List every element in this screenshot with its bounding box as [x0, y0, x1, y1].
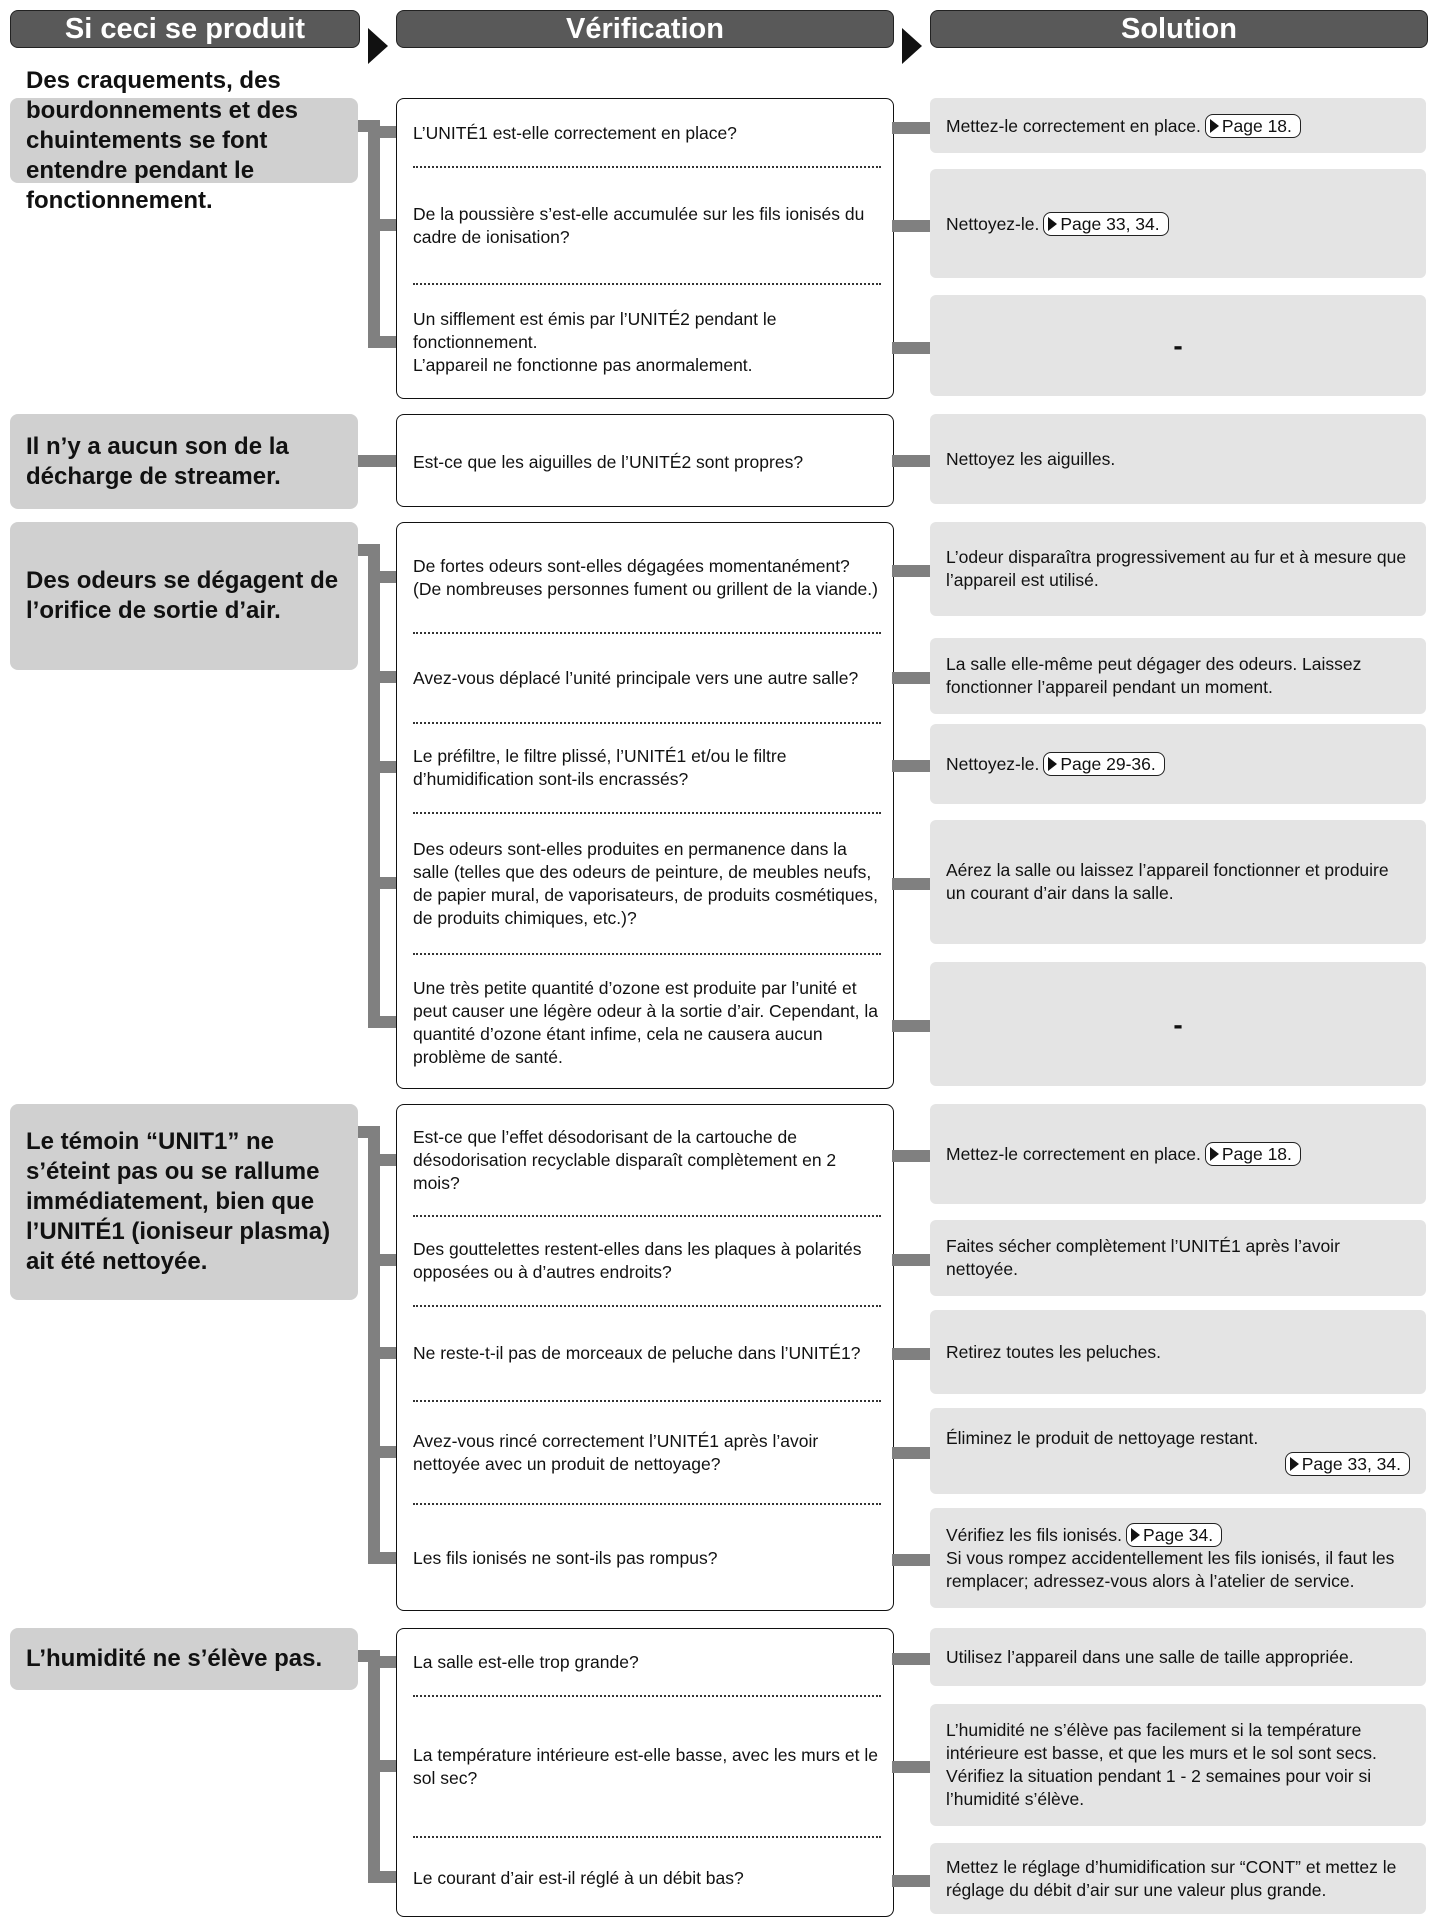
solution-line — [946, 653, 1410, 699]
solution-box — [930, 962, 1426, 1086]
problem-4: Le témoin “UNIT1” ne s’éteint pas ou se rallume immédiatement, bien que l’UNITÉ1 (ioniseur plasma) ait été nettoyée. — [10, 1104, 358, 1300]
connector-line — [358, 1126, 378, 1138]
solution-line — [946, 752, 1410, 776]
solution-text: Nettoyez-le. — [946, 213, 1040, 234]
solution-box — [930, 820, 1426, 944]
connector-line — [368, 1126, 380, 1564]
connector-line — [892, 672, 930, 684]
solution-text: Mettez-le correctement en place. — [946, 1144, 1201, 1164]
page-ref-badge — [1285, 1452, 1410, 1476]
play-arrow-icon — [1210, 1147, 1219, 1161]
solution-box — [930, 98, 1426, 153]
connector-line — [892, 1653, 930, 1665]
solution-line — [946, 1341, 1410, 1364]
verification-question: Est-ce que l’effet désodorisant de la cartouche de désodorisation recyclable disparaît complètement en 2 mois? — [413, 1127, 837, 1193]
verification-question: L’UNITÉ1 est-elle correctement en place? — [413, 122, 737, 143]
solution-line — [946, 859, 1410, 905]
solution-text: Vérifiez les fils ionisés. — [946, 1525, 1123, 1545]
solution-box — [930, 724, 1426, 804]
play-arrow-icon — [1048, 757, 1057, 771]
verification-box-2 — [396, 414, 894, 507]
connector-line — [368, 120, 380, 348]
solution-text: Faites sécher complètement l’UNITÉ1 après l’avoir nettoyée. — [946, 1236, 1340, 1279]
solution-box — [930, 1310, 1426, 1394]
solution-text: Nettoyez les aiguilles. — [946, 448, 1116, 469]
verification-box-5 — [396, 1628, 894, 1917]
connector-line — [368, 1552, 398, 1564]
verification-question: Des gouttelettes restent-elles dans les plaques à polarités opposées ou à d’autres endroits? — [413, 1239, 862, 1282]
verification-question: Avez-vous déplacé l’unité principale vers une autre salle? — [413, 667, 859, 688]
connector-line — [892, 1254, 930, 1266]
header-solution: Solution — [930, 10, 1428, 48]
connector-line — [358, 455, 396, 467]
page-ref-text: Page 18. — [1221, 1144, 1292, 1164]
solution-box — [930, 1704, 1426, 1826]
solution-box — [930, 1628, 1426, 1686]
page-ref-text: Page 18. — [1221, 115, 1292, 136]
play-arrow-icon — [1210, 119, 1219, 133]
page-ref-badge — [1205, 1142, 1301, 1166]
page-ref-badge — [1205, 114, 1301, 138]
connector-line — [892, 878, 930, 890]
connector-line — [892, 1761, 930, 1773]
solution-box — [930, 1104, 1426, 1204]
solution-box — [930, 522, 1426, 616]
connector-line — [368, 761, 398, 773]
connector-line — [368, 1446, 398, 1458]
play-arrow-icon — [1131, 1528, 1140, 1542]
solution-text: La salle elle-même peut dégager des odeurs. Laissez fonctionner l’appareil pendant un moment. — [946, 654, 1362, 697]
solution-line — [946, 1719, 1410, 1811]
verification-box-3 — [396, 522, 894, 1089]
solution-line — [946, 1235, 1410, 1281]
connector-line — [892, 455, 930, 467]
solution-text: Mettez le réglage d’humidification sur “CONT” et mettez le réglage du débit d’air sur une valeur plus grande. — [946, 1856, 1397, 1900]
solution-box — [930, 1843, 1426, 1914]
connector-line — [358, 1650, 378, 1662]
solution-line — [946, 1427, 1410, 1450]
solution-box — [930, 638, 1426, 714]
solution-line — [946, 546, 1410, 592]
verification-question: Le courant d’air est-il réglé à un débit bas? — [413, 1867, 744, 1888]
solution-line — [946, 212, 1410, 236]
connector-line — [368, 671, 398, 683]
page-ref-text: Page 33, 34. — [1060, 213, 1160, 234]
connector-line — [892, 1447, 930, 1459]
header-if-this-occurs: Si ceci se produit — [10, 10, 360, 48]
solution-box — [930, 295, 1426, 396]
connector-line — [892, 342, 930, 354]
verification-question: Un sifflement est émis par l’UNITÉ2 pendant le fonctionnement. L’appareil ne fonctionne pas anormalement. — [413, 309, 777, 375]
connector-line — [892, 1348, 930, 1360]
solution-ref-line — [946, 1452, 1410, 1476]
page-ref-text: Page 29-36. — [1060, 754, 1156, 774]
verification-question: La température intérieure est-elle basse, avec les murs et le sol sec? — [413, 1744, 878, 1788]
connector-line — [368, 544, 380, 1028]
verification-question: De la poussière s’est-elle accumulée sur les fils ionisés du cadre de ionisation? — [413, 203, 865, 247]
connector-line — [892, 122, 930, 134]
solution-text: L’humidité ne s’élève pas facilement si la température intérieure est basse, et que les murs et le sol sont secs. Vérifiez la situation pendant 1 - 2 semaines pour voir si l’humidité s’élève. — [946, 1720, 1377, 1809]
connector-line — [892, 1554, 930, 1566]
connector-line — [892, 565, 930, 577]
connector-line — [892, 760, 930, 772]
solution-text: L’odeur disparaîtra progressivement au fur et à mesure que l’appareil est utilisé. — [946, 547, 1407, 590]
connector-line — [892, 1020, 930, 1032]
solution-line — [946, 1523, 1410, 1547]
verification-question: Le préfiltre, le filtre plissé, l’UNITÉ1 et/ou le filtre d’humidification sont-ils encrassés? — [413, 746, 787, 789]
connector-line — [368, 877, 398, 889]
connector-line — [358, 120, 378, 132]
connector-line — [368, 571, 398, 583]
verification-question: Les fils ionisés ne sont-ils pas rompus? — [413, 1548, 718, 1568]
solution-text: Retirez toutes les peluches. — [946, 1341, 1161, 1362]
solution-box — [930, 414, 1426, 504]
connector-line — [368, 1154, 398, 1166]
solution-text: - — [1173, 330, 1183, 361]
problem-3: Des odeurs se dégagent de l’orifice de sortie d’air. — [10, 522, 358, 670]
verification-box-1 — [396, 98, 894, 399]
solution-text: Aérez la salle ou laissez l’appareil fonctionner et produire un courant d’air dans la salle. — [946, 860, 1389, 903]
connector-line — [892, 220, 930, 232]
connector-line — [368, 1016, 398, 1028]
header-verification: Vérification — [396, 10, 894, 48]
solution-line — [946, 1142, 1410, 1166]
solution-box — [930, 1220, 1426, 1296]
problem-5: L’humidité ne s’élève pas. — [10, 1628, 358, 1690]
solution-line — [946, 1646, 1410, 1669]
solution-box — [930, 1408, 1426, 1494]
verification-question: Ne reste-t-il pas de morceaux de peluche dans l’UNITÉ1? — [413, 1343, 861, 1363]
play-arrow-icon — [1048, 217, 1057, 231]
solution-line — [946, 448, 1410, 471]
solution-box — [930, 1508, 1426, 1608]
verification-question: Des odeurs sont-elles produites en permanence dans la salle (telles que des odeurs de peinture, de meubles neufs, de papier mural, de vaporisateurs, de produits cosmétiques, de produits chimiques, etc.)? — [413, 838, 878, 928]
page-ref-text: Page 34. — [1143, 1525, 1214, 1545]
connector-line — [368, 219, 398, 231]
page-ref-badge — [1126, 1523, 1222, 1547]
verification-box-4 — [396, 1104, 894, 1611]
connector-line — [368, 1254, 398, 1266]
problem-2: Il n’y a aucun son de la décharge de streamer. — [10, 414, 358, 509]
connector-line — [368, 1760, 398, 1772]
verification-question: La salle est-elle trop grande? — [413, 1652, 639, 1672]
connector-line — [892, 1150, 930, 1162]
verification-question: De fortes odeurs sont-elles dégagées momentanément? (De nombreuses personnes fument ou grillent de la viande.) — [413, 556, 878, 599]
verification-question: Est-ce que les aiguilles de l’UNITÉ2 sont propres? — [413, 451, 804, 472]
verification-question: Avez-vous rincé correctement l’UNITÉ1 après l’avoir nettoyée avec un produit de nettoyage? — [413, 1430, 819, 1474]
connector-line — [368, 336, 398, 348]
verification-question: Une très petite quantité d’ozone est produite par l’unité et peut causer une légère odeur à la sortie d’air. Cependant, la quantité d’ozone étant infime, cela ne causera aucun problème de santé. — [413, 977, 879, 1067]
page-ref-badge — [1043, 752, 1164, 776]
solution-text: Éliminez le produit de nettoyage restant. — [946, 1427, 1259, 1448]
connector-line — [368, 1347, 398, 1359]
solution-line — [946, 1856, 1410, 1902]
solution-text: - — [1173, 1008, 1183, 1040]
solution-text: Mettez-le correctement en place. — [946, 115, 1201, 136]
solution-line — [946, 114, 1410, 138]
connector-line — [368, 1871, 398, 1883]
page-ref-text: Page 33, 34. — [1301, 1453, 1401, 1474]
solution-text: Nettoyez-le. — [946, 754, 1040, 774]
solution-extra-text: Si vous rompez accidentellement les fils ionisés, il faut les remplacer; adressez-vous alors à l’atelier de service. — [946, 1548, 1395, 1591]
problem-1: Des craquements, des bourdonnements et des chuintements se font entendre pendant le fonctionnement. — [10, 98, 358, 183]
page-ref-badge — [1043, 212, 1168, 236]
solution-box — [930, 169, 1426, 278]
arrow-right-icon — [368, 28, 388, 64]
play-arrow-icon — [1290, 1457, 1299, 1471]
arrow-right-icon — [902, 28, 922, 64]
connector-line — [358, 544, 378, 556]
connector-line — [892, 1875, 930, 1887]
solution-text: Utilisez l’appareil dans une salle de taille appropriée. — [946, 1646, 1354, 1667]
